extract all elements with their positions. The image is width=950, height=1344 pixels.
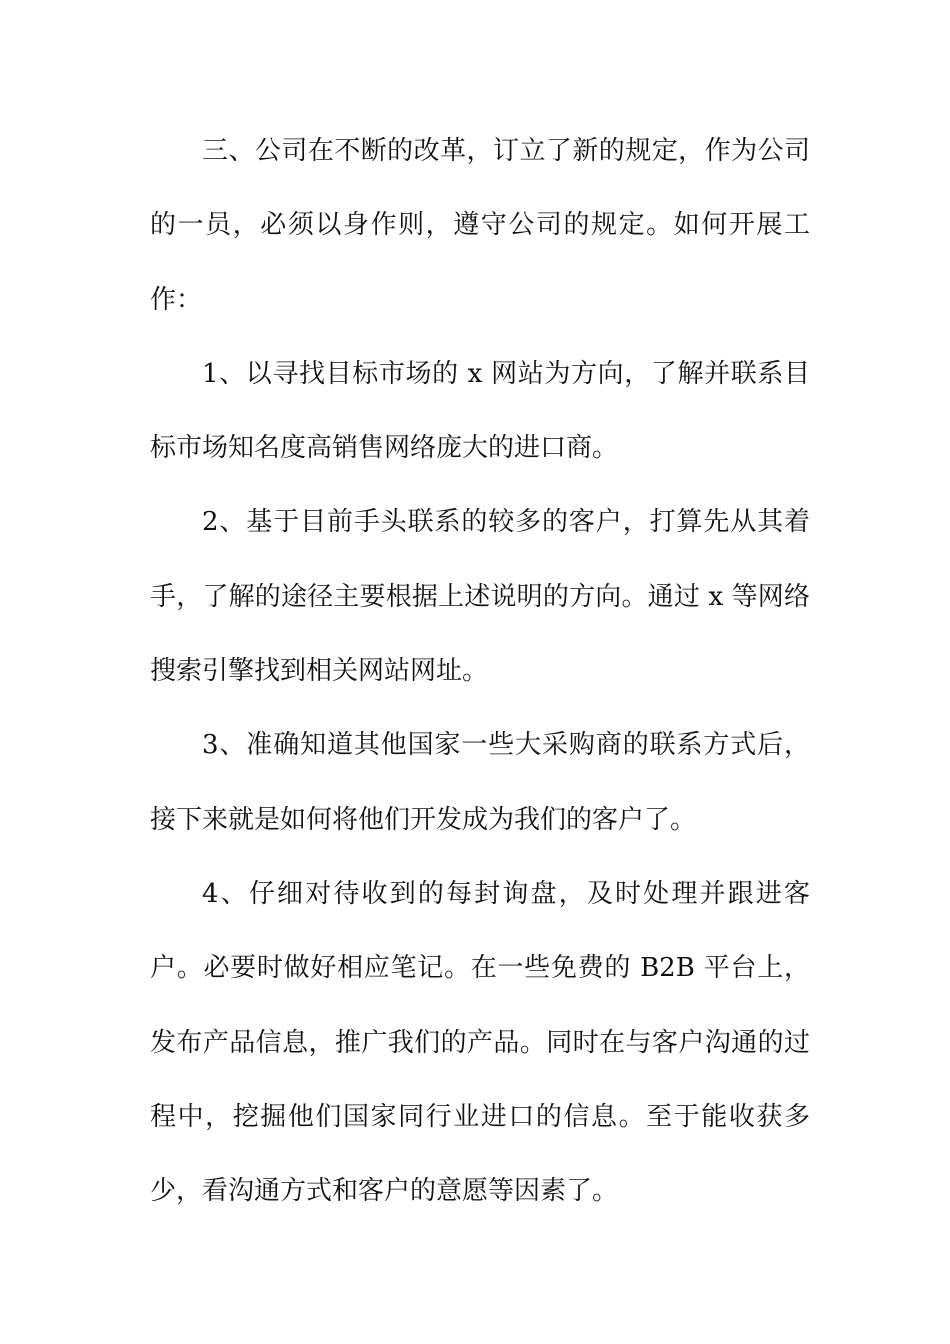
paragraph-item-1: 1、以寻找目标市场的 x 网站为方向，了解并联系目标市场知名度高销售网络庞大的进口商。 xyxy=(150,358,810,464)
paragraph-section-three: 三、公司在不断的改革，订立了新的规定，作为公司的一员，必须以身作则，遵守公司的规定。如何开展工作： xyxy=(150,136,810,315)
paragraph-item-2: 2、基于目前手头联系的较多的客户，打算先从其着手，了解的途径主要根据上述说明的方向。通过 x 等网络搜索引擎找到相关网站网址。 xyxy=(150,507,810,687)
paragraph-item-4: 4、仔细对待收到的每封询盘，及时处理并跟进客户。必要时做好相应笔记。在一些免费的 B2B 平台上，发布产品信息，推广我们的产品。同时在与客户沟通的过程中，挖掘他们国家同行业进口的信息。至于能收获多少，看沟通方式和客户的意愿等因素了。 xyxy=(150,878,810,1207)
document-body xyxy=(150,114,810,1228)
paragraph-item-3: 3、准确知道其他国家一些大采购商的联系方式后，接下来就是如何将他们开发成为我们的客户了。 xyxy=(150,730,810,835)
